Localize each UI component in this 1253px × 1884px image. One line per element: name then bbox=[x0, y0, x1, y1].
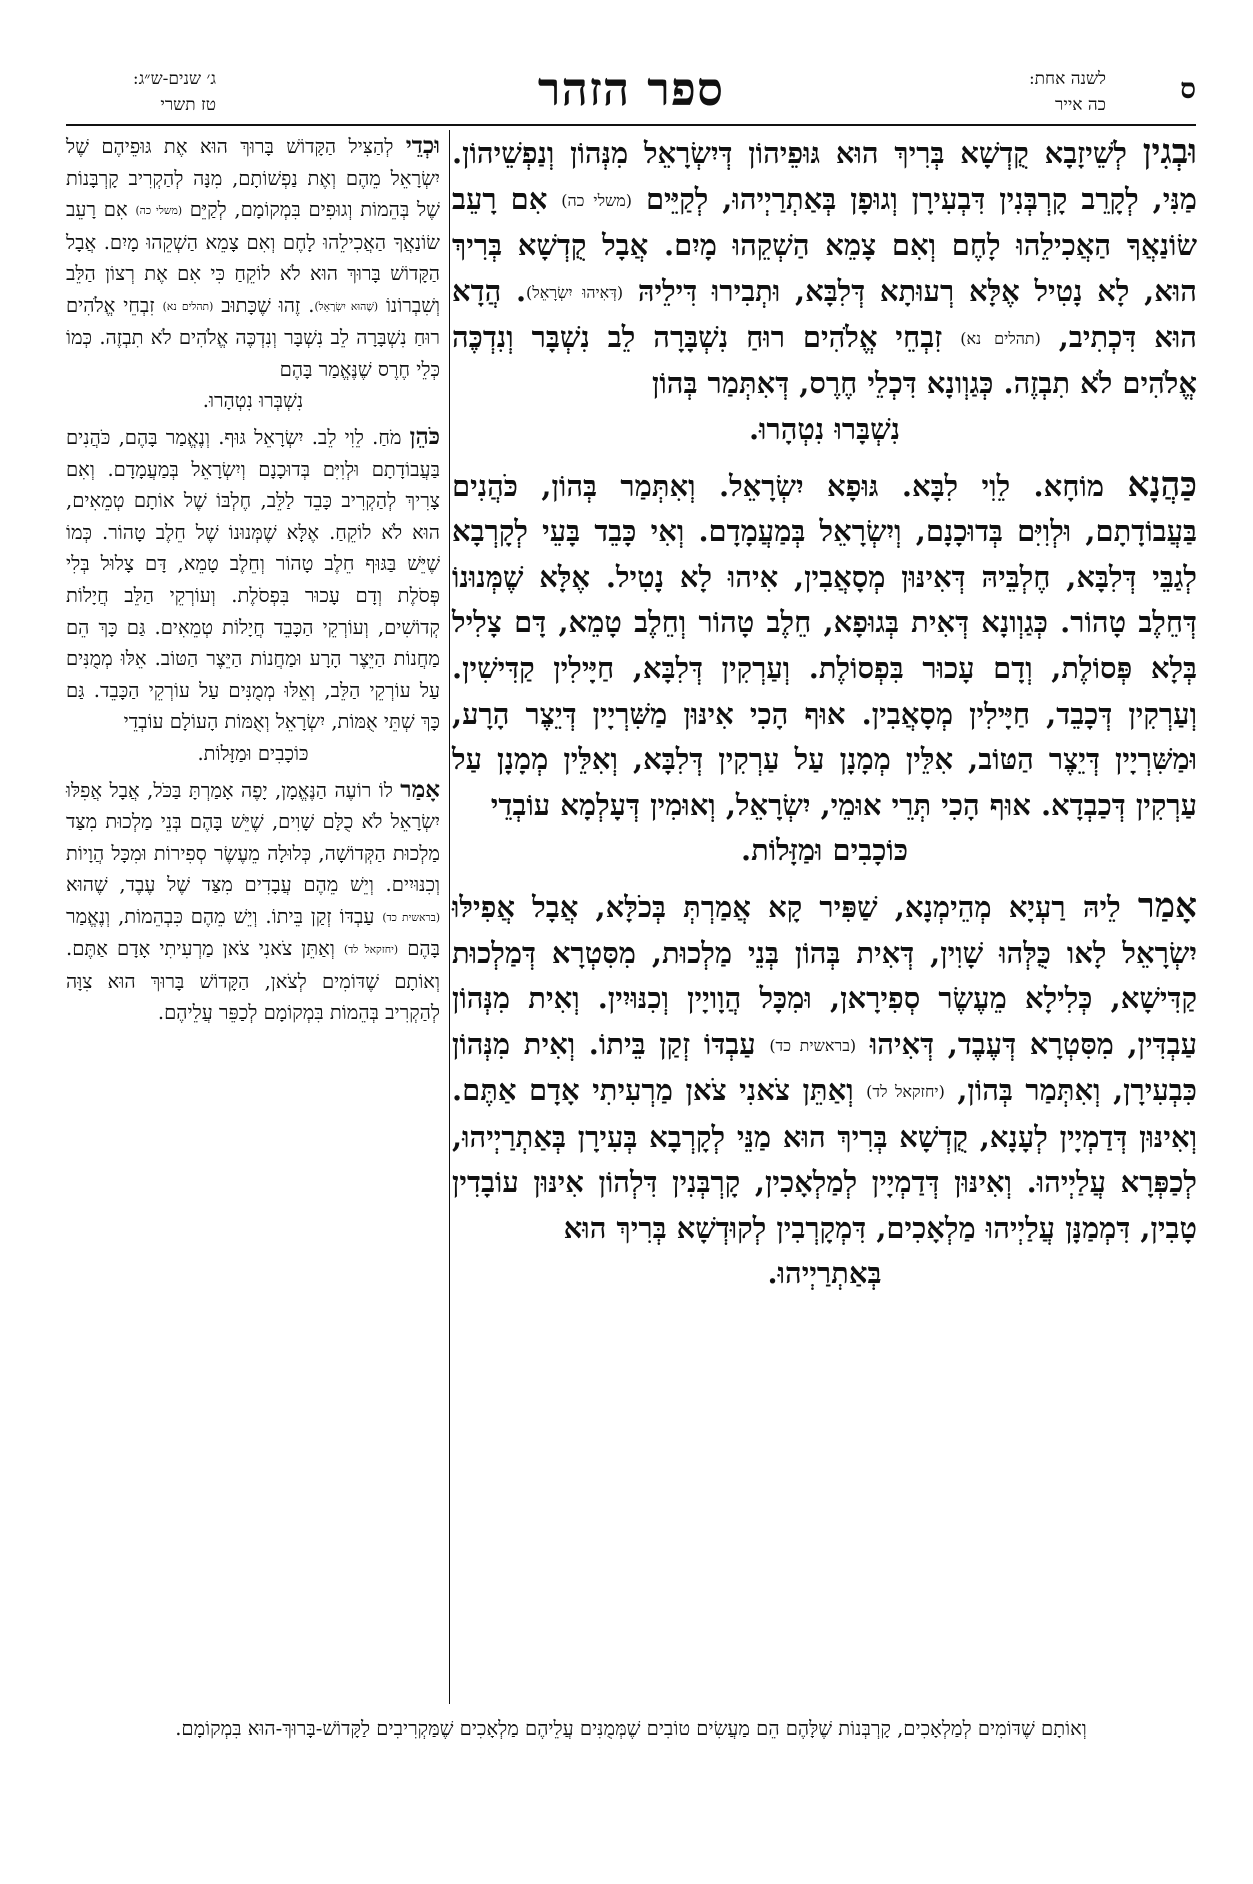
book-title: ספר הזהר bbox=[537, 62, 725, 116]
paragraph-text: לְהַצִּיל הַקָּדוֹשׁ בָּרוּךְ הוּא אֶת גּוּפֵיהֶם שֶׁל יִשְׂרָאֵל מֵהֶם וְאֶת נַפְשׁוֹתָם, מִנָּה לְהַקְרִיב קָרְבָּנוֹת שֶׁל בְּהֵמוֹת וְגוּפִים בִּמְקוֹמָם, לְקַיֵּם bbox=[66, 135, 440, 222]
main-text-column bbox=[452, 130, 1197, 1710]
paragraph-text: לוֹ רוֹעֶה הַנֶּאֱמָן, יָפֶה אָמַרְתָּ בַּכֹּל, אֲבָל אֲפִלּוּ יִשְׂרָאֵל לֹא כֻלָּם שָׁוִים, שֶׁיֵּשׁ בָּהֶם בְּנֵי מַלְכוּת מִצַּד מַלְכוּת הַקְּדוֹשָׁה, כְּלוּלָה מֵעֶשֶׂר סְפִירוֹת וּמִכָּל הֲוָיוֹת וְכִנּוּיִים. וְיֵשׁ מֵהֶם עֲבָדִים מִצַּד שֶׁל עֶבֶד, שֶׁהוּא bbox=[66, 778, 440, 897]
page-number: ס bbox=[1180, 72, 1196, 105]
header-left-line1: ג׳ שנים-ש״ג: bbox=[132, 69, 216, 89]
header-right-line2: כה אייר bbox=[1055, 95, 1106, 115]
paragraph-text: אִם רָעֵב שׂוֹנַאֲךָ הַאֲכִילֵהוּ לָחֶם וְאִם צָמֵא הַשְׁקֵהוּ מָיִם. אֲבָל הַקָּדוֹשׁ בָּרוּךְ הוּא לֹא לוֹקֵחַ כִּי אִם אֶת רְצוֹן הַלֵּב וְשִׁבְרוֹנוֹ bbox=[66, 198, 441, 317]
verse-reference: (בראשית כד) bbox=[382, 910, 441, 924]
paragraph-text: זִבְחֵי אֱלֹהִים רוּחַ נִשְׁבָּרָה לֵב נִשְׁבָּר וְנִדְכֶּה אֱלֹהִים לֹא תִבְזֶה. כְּגַוְונָא דִּכְלֵי חֶרֶס, דְּאִתְּמַר בְּהוֹן bbox=[452, 320, 1197, 401]
page-footer-continuation: וְאוֹתָם שֶׁדּוֹמִים לְמַלְאָכִים, קָרְבְּנוֹת שֶׁלָּהֶם הֵם מַעֲשִׂים טוֹבִים שֶׁמְּמֻנִּים עֲלֵיהֶם מַלְאָכִים שֶׁמַּקְרִיבִים לַקָּדוֹשׁ-בָּרוּךְ-הוּא בִּמְקוֹמָם. bbox=[175, 1717, 1087, 1740]
header-left-info bbox=[66, 66, 216, 118]
verse-reference: (תהלים נא) bbox=[162, 299, 214, 313]
paragraph-text: לֵיהּ רַעְיָא מְהֵימְנָא, שַׁפִּיר קָא אֲמַרְתְּ בְּכֹלָּא, אֲבָל אֲפִילּוּ יִשְׂרָאֵל לָאו כֻּלְּהוּ שָׁוִין, דְּאִית בְּהוֹן בְּנֵי מַלְכוּת, מִסִּטְרָא דְּמַלְכוּת קַדִּישָׁא, כְּלִילָא מֵעֶשֶׂר סְפִירָאן, וּמִכָּל הֲוָויָין וְכִנּוּיִין. וְאִית מִנְּהוֹן עַבְדִּין, מִסִּטְרָא דְּעֶבֶד, דְּאִיהוּ bbox=[452, 889, 1197, 1061]
inline-gloss: (שֶׁהוּא יִשְׂרָאֵל) bbox=[314, 299, 379, 313]
verse-reference: (יחזקאל לד) bbox=[866, 1081, 945, 1101]
paragraph-text: וְאַתֵּן צֹאנִי צֹאן מַרְעִיתִי אָדָם אַתֶּם. וְאִינּוּן דְּדַמְיָין לְעָנָא, קֻדְשָׁא בְּרִיךְ הוּא מַנֵּי לְקָרְבָא בְּעִירָן בְּאַתְרַיְיהוּ, לְכַפְּרָא עֲלַיְיהוּ. וְאִינּוּן דְּדַמְיָין לְמַלְאָכִין, קָרְבְּנִין דִּלְהוֹן אִינּוּן עוֹבָדִין טָבִין, דִּמְמַנָּן עֲלַיְיהוּ מַלְאָכִים, דִּמְקָרְבִין לְקוּדְשָׁא בְּרִיךְ הוּא bbox=[452, 1073, 1197, 1245]
paragraph-text: עַבְדּוֹ זְקַן בֵּיתוֹ. וְיֵשׁ מֵהֶם כִּבְהֵמוֹת, וְנֶאֱמַר בָּהֶם bbox=[66, 904, 441, 961]
paragraph-tail: בְּאַתְרַיְיהוּ. bbox=[767, 1256, 882, 1291]
paragraph-tail: כּוֹכָבִים וּמַזָּלוֹת. bbox=[740, 833, 908, 868]
verse-reference: (משלי כה) bbox=[561, 190, 632, 210]
paragraph-text: . הֲדָא הוּא דִּכְתִיב, bbox=[452, 273, 1197, 354]
header-left-line2: טז תשרי bbox=[160, 95, 216, 115]
opening-word: אָמַר bbox=[1137, 885, 1197, 926]
paragraph-text: זִבְחֵי אֱלֹהִים רוּחַ נִשְׁבָּרָה לֵב נִשְׁבָּר וְנִדְכֶּה אֱלֹהִים לֹא תִבְזֶה. כְּמוֹ כְּלֵי חֶרֶס שֶׁנֶּאֱמַר בָּהֶם bbox=[66, 293, 440, 381]
main-paragraph-1 bbox=[452, 130, 1197, 453]
opening-word: כַּהֲנָא bbox=[1127, 464, 1197, 505]
column-divider bbox=[449, 130, 450, 1704]
side-paragraph-1 bbox=[66, 130, 440, 417]
paragraph-tail: נִשְׁבָּרוּ נִטְהָרוּ. bbox=[748, 412, 901, 446]
opening-word: וּכְדֵי bbox=[405, 132, 440, 159]
opening-word: כֹּהֵן bbox=[409, 423, 440, 451]
page-header bbox=[66, 62, 1196, 124]
side-paragraph-3 bbox=[66, 774, 440, 1029]
header-right-line1: לשנה אחת: bbox=[1028, 69, 1106, 89]
header-divider bbox=[66, 124, 1196, 126]
paragraph-text: מֹחַ. לֵוִי לֵב. יִשְׂרָאֵל גּוּף. וְנֶאֱמַר בָּהֶם, כֹּהֲנִים בַּעֲבוֹדָתָם וּלְוִיִּם בְּדוּכָנָם וְיִשְׂרָאֵל בְּמַעֲמָדָם. וְאִם צָרִיךְ לְהַקְרִיב כָּבֵד לַלֵּב, חֶלְבּוֹ שֶׁל אוֹתָם טְמֵאִים, הוּא לֹא לוֹקֵחַ. אֶלָּא שֶׁמְּנוּנוֹ שֶׁל חֵלֶב טָהוֹר. כְּמוֹ שֶׁיֵּשׁ בַּגּוּף חֵלֶב טָהוֹר וְחֵלֶב טָמֵא, דָּם צָלוּל בְּלִי פְּסֹלֶת וְדָם עָכוּר בִּפְסֹלֶת. וְעוֹרְקֵי הַלֵּב חֲיָלוֹת קְדוֹשִׁים, וְעוֹרְקֵי הַכָּבֵד חֲיָלוֹת טְמֵאִים. גַּם כָּךְ הֵם מַחֲנוֹת הַיֵּצֶר הָרָע וּמַחֲנוֹת הַיֵּצֶר הַטּוֹב. אֵלּוּ מְמֻנִּים עַל עוֹרְקֵי הַלֵּב, וְאֵלּוּ מְמֻנִּים עַל עוֹרְקֵי הַכָּבֵד. גַּם כָּךְ שְׁתֵּי אֻמּוֹת, יִשְׂרָאֵל וְאֻמּוֹת הָעוֹלָם עוֹבְדֵי bbox=[66, 426, 440, 734]
paragraph-text: לְשֵׁיזָבָא קֻדְשָׁא בְּרִיךְ הוּא גּוּפֵיהוֹן דְּיִשְׂרָאֵל מִנְּהוֹן וְנַפְשֵׁיהוֹן. מַנִּי, לְקָרֵב קָרְבְּנִין דִּבְעִירָן וְגוּפָן בְּאַתְרַיְיהוּ, לְקַיֵּים bbox=[452, 136, 1197, 216]
paragraph-text: אִם רָעֵב שׂוֹנַאֲךָ הַאֲכִילֵהוּ לָחֶם וְאִם צָמֵא הַשְׁקֵהוּ מָיִם. אֲבָל קֻדְשָׁא בְּרִיךְ הוּא, לָא נָטִיל אֶלָּא רְעוּתָא דְּלִבָּא, וּתְבִירוּ דִּילֵיהּ bbox=[452, 181, 1197, 308]
main-paragraph-2 bbox=[452, 463, 1197, 874]
translation-column bbox=[66, 130, 440, 1710]
paragraph-tail: נִשְׁבְּרוּ נִטְהָרוּ. bbox=[202, 389, 304, 413]
main-paragraph-3 bbox=[452, 884, 1197, 1297]
opening-word: וּבְגִין bbox=[1142, 132, 1197, 172]
verse-reference: (בראשית כד) bbox=[769, 1035, 857, 1055]
verse-reference: (יחזקאל לד) bbox=[343, 943, 399, 957]
paragraph-text: עַבְדּוֹ זְקַן בֵּיתוֹ. וְאִית מִנְּהוֹן כִּבְעִירָן, וְאִתְּמַר בְּהוֹן, bbox=[452, 1026, 1197, 1108]
verse-reference: (משלי כה) bbox=[135, 204, 182, 218]
paragraph-text: . זֶהוּ שֶׁכָּתוּב bbox=[221, 293, 315, 317]
inline-gloss: (דְּאִיהוּ יִשְׂרָאֵל) bbox=[526, 282, 624, 302]
paragraph-text: וְאַתֵּן צֹאנִי צֹאן מַרְעִיתִי אָדָם אַתֶּם. וְאוֹתָם שֶׁדּוֹמִים לְצֹאן, הַקָּדוֹשׁ בָּרוּךְ הוּא צִוָּה לְהַקְרִיב בְּהֵמוֹת בִּמְקוֹמָם לְכַפֵּר עֲלֵיהֶם. bbox=[66, 937, 440, 1025]
paragraph-text: מוֹחָא. לֵוִי לִבָּא. גּוּפָא יִשְׂרָאֵל. וְאִתְּמַר בְּהוֹן, כֹּהֲנִים בַּעֲבוֹדָתָם, וּלְוִיִּם בְּדוּכָנָם, וְיִשְׂרָאֵל בְּמַעֲמָדָם. וְאִי כָּבֵד בָּעֵי לְקָרְבָא לְגַבֵּי דְּלִבָּא, חֶלְבֵּיהּ דְּאִינּוּן מְסָאֲבִין, אִיהוּ לָא נָטִיל. אֶלָּא שֶׁמְּנוּנוֹ דְּחֵלֶב טָהוֹר. כְּגַוְונָא דְּאִית בְּגוּפָא, חֵלֶב טָהוֹר וְחֵלֶב טָמֵא, דָּם צָלִיל בְּלָא פְּסוֹלֶת, וְדָם עָכוּר בִּפְסוֹלֶת. וְעַרְקִין דְּלִבָּא, חַיָּילִין קַדִּישִׁין. וְעַרְקִין דְּכָבֵד, חַיָּילִין מְסָאֲבִין. אוּף הָכִי אִינּוּן מַשִּׁרְיָין דְּיֵצֶר הָרָע, וּמַשִּׁרְיָין דְּיֵצֶר הַטּוֹב, אִלֵּין מְמָנָן עַל עַרְקִין דְּלִבָּא, וְאִלֵּין מְמָנָן עַל עַרְקִין דְּכַבְדָא. אוּף הָכִי תְּרֵי אוּמֵי, יִשְׂרָאֵל, וְאוּמִין דְּעָלְמָא עוֹבְדֵי bbox=[452, 468, 1197, 822]
verse-reference: (תהלים נא) bbox=[960, 328, 1041, 348]
paragraph-tail: כּוֹכָבִים וּמַזָּלוֹת. bbox=[197, 742, 309, 765]
opening-word: אָמַר bbox=[400, 775, 440, 803]
side-paragraph-2 bbox=[66, 421, 440, 770]
